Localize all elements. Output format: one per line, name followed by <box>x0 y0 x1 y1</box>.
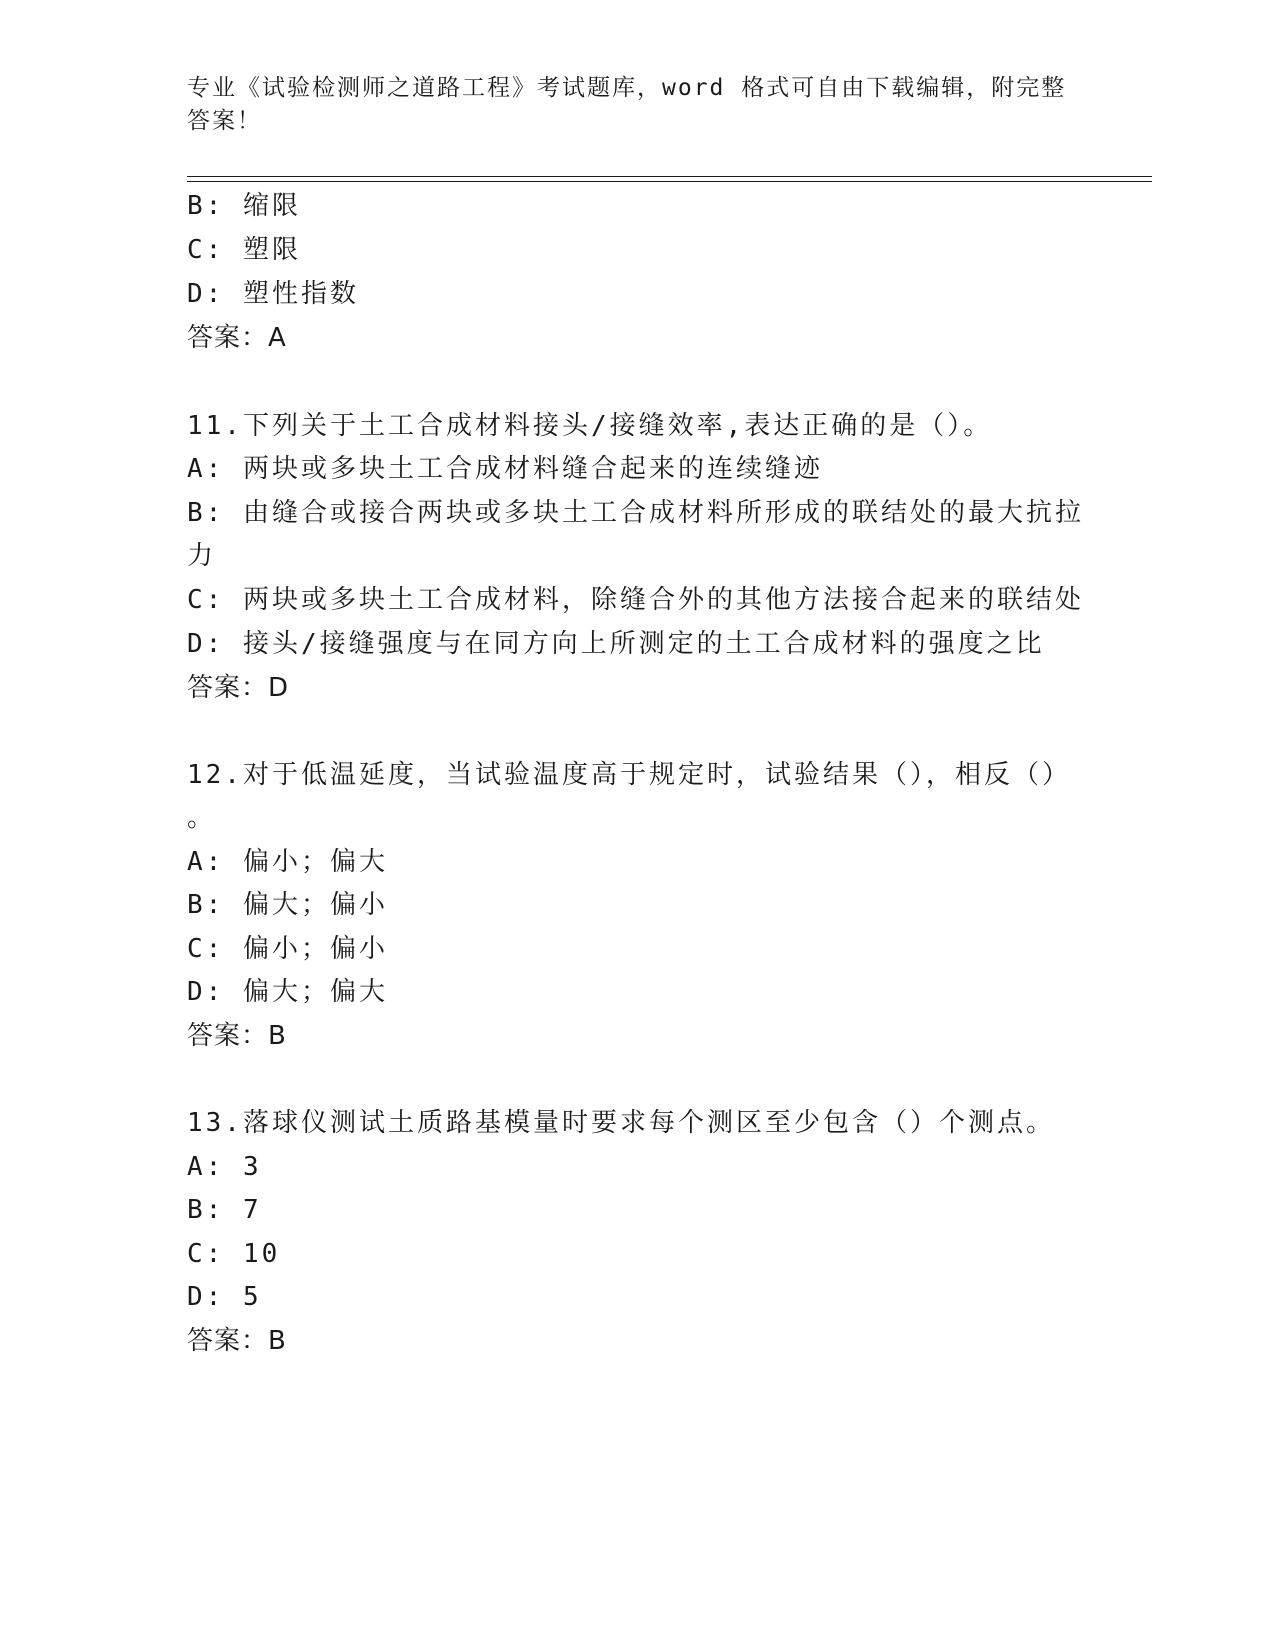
q12-stem-continued: 。 <box>187 803 217 833</box>
q12-option-b: B: 偏大；偏小 <box>187 890 388 920</box>
q10-option-c: C: 塑限 <box>187 235 301 265</box>
q11-option-d: D: 接头/接缝强度与在同方向上所测定的土工合成材料的强度之比 <box>187 629 1045 659</box>
q12-option-c: C: 偏小；偏小 <box>187 934 388 964</box>
q10-answer: 答案：A <box>187 323 287 353</box>
q12-option-d: D: 偏大；偏大 <box>187 977 388 1007</box>
q13-option-d: D: 5 <box>187 1282 262 1312</box>
q13-option-c: C: 10 <box>187 1239 281 1269</box>
header-divider-top <box>187 176 1152 177</box>
q12-option-a: A: 偏小；偏大 <box>187 847 388 877</box>
q13-stem: 13.落球仪测试土质路基模量时要求每个测区至少包含（）个测点。 <box>187 1108 1055 1138</box>
q10-option-d: D: 塑性指数 <box>187 279 359 309</box>
header-divider-bottom <box>187 181 1152 182</box>
q11-option-a: A: 两块或多块土工合成材料缝合起来的连续缝迹 <box>187 454 823 484</box>
q11-option-c: C: 两块或多块土工合成材料，除缝合外的其他方法接合起来的联结处 <box>187 585 1084 615</box>
q13-option-b: B: 7 <box>187 1195 262 1225</box>
q11-stem: 11.下列关于土工合成材料接头/接缝效率,表达正确的是（）。 <box>187 411 993 441</box>
q12-answer: 答案：B <box>187 1021 287 1051</box>
q11-answer: 答案：D <box>187 673 290 703</box>
q11-option-b-continued: 力 <box>187 541 217 571</box>
q13-answer: 答案：B <box>187 1326 287 1356</box>
q11-option-b: B: 由缝合或接合两块或多块土工合成材料所形成的联结处的最大抗拉 <box>187 498 1084 528</box>
q12-stem: 12.对于低温延度，当试验温度高于规定时，试验结果（），相反（） <box>187 760 1071 790</box>
q10-option-b: B: 缩限 <box>187 191 301 221</box>
q13-option-a: A: 3 <box>187 1152 262 1182</box>
document-header: 专业《试验检测师之道路工程》考试题库，word 格式可自由下载编辑，附完整答案！ <box>187 75 1067 134</box>
